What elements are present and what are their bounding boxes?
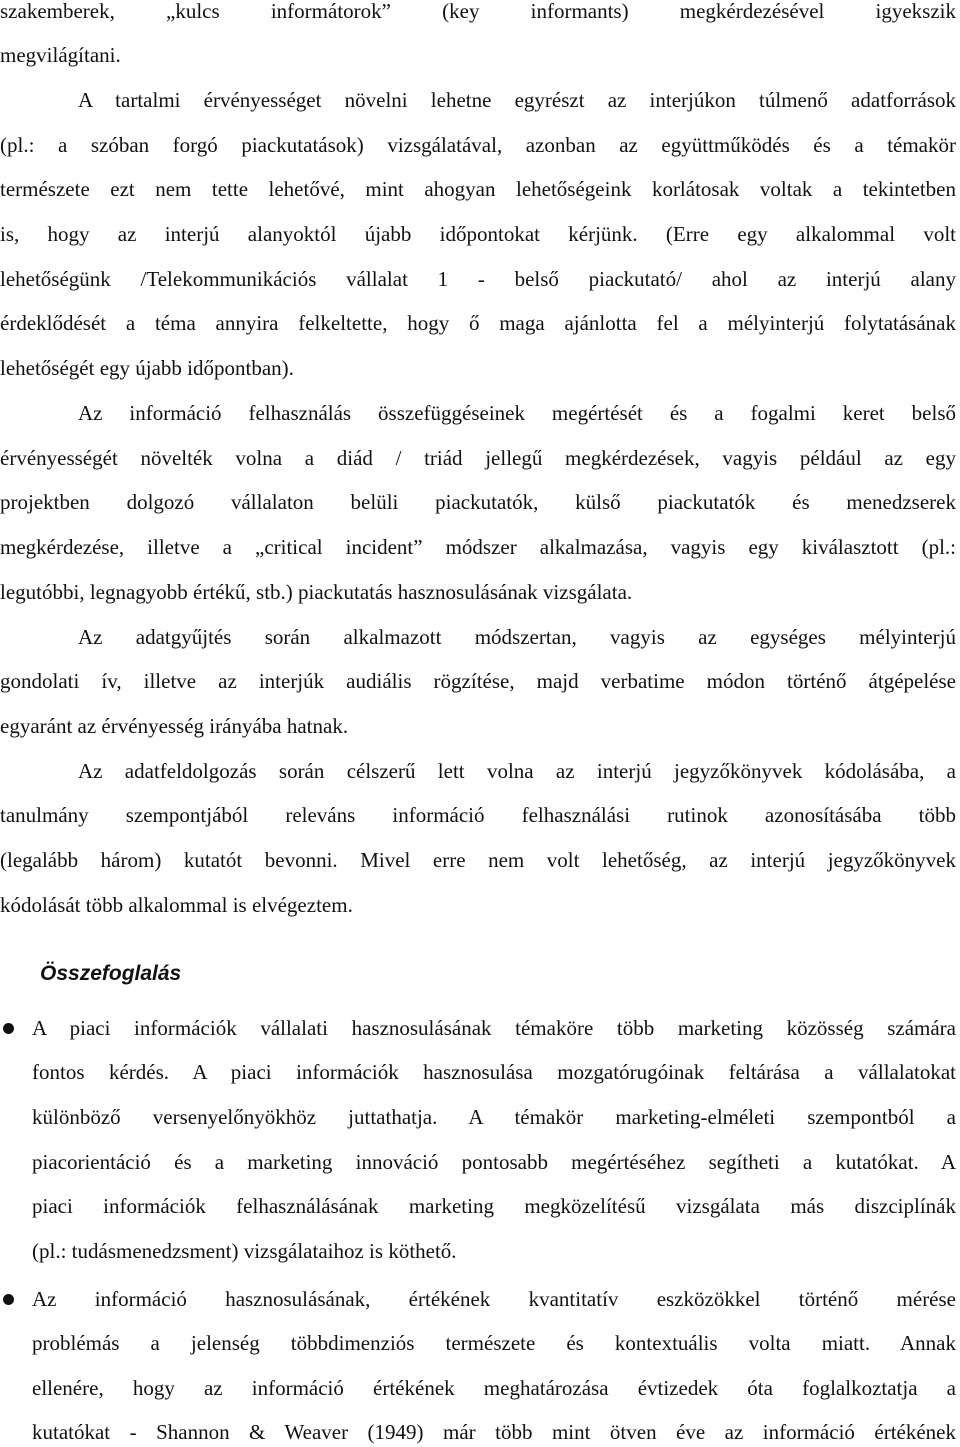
paragraph-3-line-3: projektben dolgozó vállalaton belüli piackutatók, külső piackutatók és menedzserek: [0, 490, 956, 514]
paragraph-1-line-2: megvilágítani.: [0, 43, 121, 67]
bullet-1-line-6: (pl.: tudásmenedzsment) vizsgálataihoz is köthető.: [32, 1239, 457, 1263]
paragraph-2-line-6: érdeklődését a téma annyira felkeltette, hogy ő maga ajánlotta fel a mélyinterjú folytatásának: [0, 311, 956, 335]
bullet-2-line-1: Az információ hasznosulásának, értékének kvantitatív eszközökkel történő mérése: [32, 1287, 956, 1311]
paragraph-2-line-3: természete ezt nem tette lehetővé, mint ahogyan lehetőségeink korlátosak voltak a tekintetben: [0, 177, 956, 201]
paragraph-3-line-4: megkérdezése, illetve a „critical incident” módszer alkalmazása, vagyis egy kiválasztott (pl.:: [0, 535, 956, 559]
paragraph-2-line-7: lehetőségét egy újabb időpontban).: [0, 356, 294, 380]
paragraph-2-line-1: A tartalmi érvényességet növelni lehetne egyrészt az interjúkon túlmenő adatforrások: [78, 88, 956, 112]
bullet-1-line-4: piacorientáció és a marketing innováció pontosabb megértéséhez segítheti a kutatókat. A: [32, 1150, 956, 1174]
paragraph-4-line-1: Az adatgyűjtés során alkalmazott módszertan, vagyis az egységes mélyinterjú: [78, 625, 956, 649]
bullet-1-line-2: fontos kérdés. A piaci információk hasznosulása mozgatórugóinak feltárása a vállalatokat: [32, 1060, 956, 1084]
paragraph-2-line-4: is, hogy az interjú alanyoktól újabb időpontokat kérjünk. (Erre egy alkalommal volt: [0, 222, 956, 246]
bullet-1-line-5: piaci információk felhasználásának marketing megközelítésű vizsgálata más diszciplínák: [32, 1194, 956, 1218]
bullet-dot-icon: [3, 1294, 14, 1305]
section-heading: Összefoglalás: [40, 962, 182, 985]
paragraph-5-line-2: tanulmány szempontjából releváns információ felhasználási rutinok azonosításába több: [0, 803, 956, 827]
paragraph-4-line-3: egyaránt az érvényesség irányába hatnak.: [0, 714, 349, 738]
paragraph-2-line-5: lehetőségünk /Telekommunikációs vállalat 1 - belső piackutató/ ahol az interjú alany: [0, 267, 956, 291]
paragraph-4-line-2: gondolati ív, illetve az interjúk audiális rögzítése, majd verbatime módon történő átgépelése: [0, 669, 956, 693]
paragraph-3-line-1: Az információ felhasználás összefüggéseinek megértését és a fogalmi keret belső: [78, 401, 956, 425]
paragraph-3-line-2: érvényességét növelték volna a diád / triád jellegű megkérdezések, vagyis például az egy: [0, 446, 956, 470]
paragraph-5-line-1: Az adatfeldolgozás során célszerű lett volna az interjú jegyzőkönyvek kódolásába, a: [78, 759, 956, 783]
paragraph-5-line-3: (legalább három) kutatót bevonni. Mivel erre nem volt lehetőség, az interjú jegyzőkönyvek: [0, 848, 956, 872]
bullet-dot-icon: [3, 1023, 14, 1034]
bullet-2-line-2: problémás a jelenség többdimenziós természete és kontextuális volta miatt. Annak: [32, 1331, 956, 1355]
paragraph-3-line-5: legutóbbi, legnagyobb értékű, stb.) piackutatás hasznosulásának vizsgálata.: [0, 580, 633, 604]
bullet-1-line-3: különböző versenyelőnyökhöz juttathatja. A témakör marketing-elméleti szempontból a: [32, 1105, 956, 1129]
paragraph-2-line-2: (pl.: a szóban forgó piackutatások) vizsgálatával, azonban az együttműködés és a témakör: [0, 133, 956, 157]
paragraph-1-line-1: szakemberek, „kulcs informátorok” (key informants) megkérdezésével igyekszik: [0, 0, 956, 23]
bullet-2-line-3: ellenére, hogy az információ értékének meghatározása évtizedek óta foglalkoztatja a: [32, 1376, 956, 1400]
paragraph-5-line-4: kódolását több alkalommal is elvégeztem.: [0, 893, 353, 917]
bullet-2-line-4: kutatókat - Shannon & Weaver (1949) már több mint ötven éve az információ értékének: [32, 1420, 956, 1444]
bullet-1-line-1: A piaci információk vállalati hasznosulásának témaköre több marketing közösség számára: [32, 1016, 956, 1040]
